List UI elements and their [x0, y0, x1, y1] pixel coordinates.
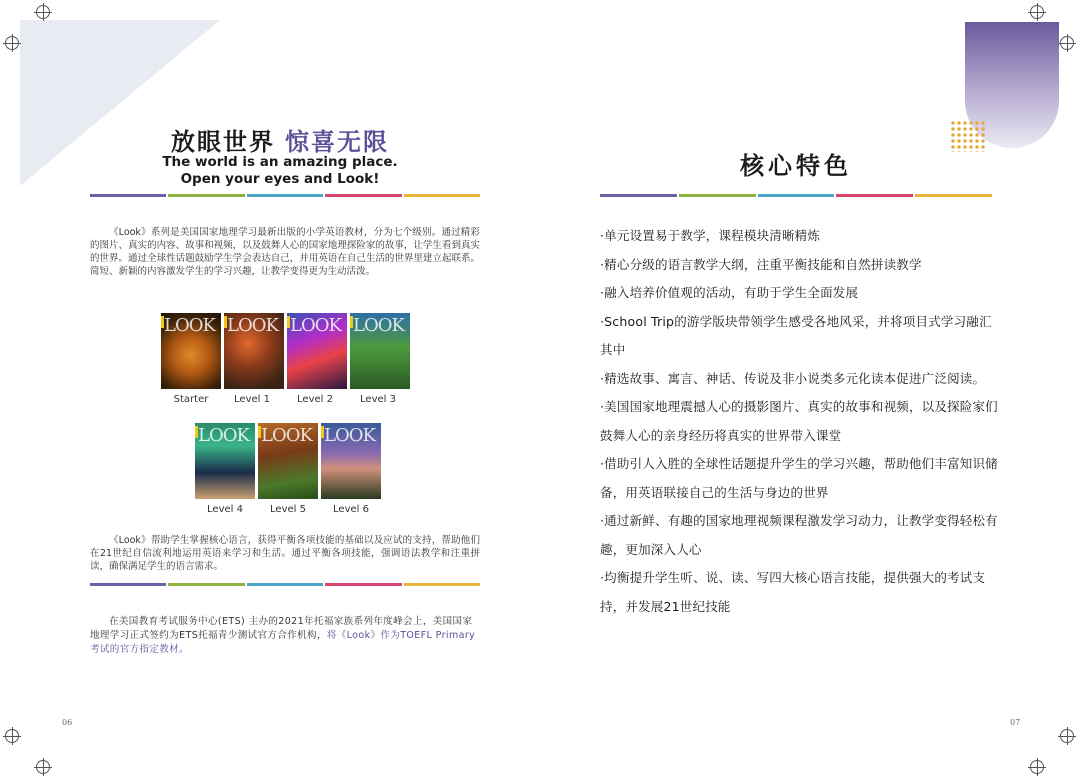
right-page — [540, 0, 1080, 780]
feature-item: ·均衡提升学生听、说、读、写四大核心语言技能，提供强大的考试支持，并发展21世纪技能 — [600, 570, 986, 614]
book-label-level-2: Level 2 — [297, 394, 333, 405]
book-row-1 — [161, 313, 413, 389]
feature-item: ·精心分级的语言教学大纲，注重平衡技能和自然拼读教学 — [600, 256, 922, 272]
feature-list — [600, 222, 1000, 621]
page-subtitle — [0, 154, 540, 188]
subtitle-line-1: The world is an amazing place. — [162, 154, 398, 170]
book-cover-level-3: LOOK — [350, 313, 410, 389]
color-divider — [90, 194, 480, 197]
page-number: 06 — [62, 718, 73, 727]
subtitle-line-2: Open your eyes and Look! — [180, 171, 380, 187]
footnote-highlight: 将《Look》作为TOEFL Primary考试的官方指定教材。 — [90, 630, 476, 655]
registration-mark-icon — [1060, 36, 1074, 50]
book-label-level-5: Level 5 — [270, 504, 306, 515]
page-number: 07 — [1010, 718, 1021, 727]
page-title — [0, 122, 540, 157]
feature-item: ·精选故事、寓言、神话、传说及非小说类多元化读本促进广泛阅读。 — [600, 370, 986, 386]
color-divider — [600, 194, 992, 197]
footnote-text: 在美国教育考试服务中心(ETS) 主办的2021年托福家族系列年度峰会上，美国国家地理学习正式签约为ETS托福青少测试官方合作机构， — [90, 616, 473, 641]
book-cover-level-6: LOOK — [321, 423, 381, 499]
registration-mark-icon — [1030, 760, 1044, 774]
feature-item: ·借助引人入胜的全球性话题提升学生的学习兴趣，帮助他们丰富知识储备，用英语联接自己的生活与身边的世界 — [600, 456, 998, 500]
title-accent: 惊喜无限 — [285, 128, 389, 156]
registration-mark-icon — [5, 36, 19, 50]
feature-item: ·通过新鲜、有趣的国家地理视频课程激发学习动力，让教学变得轻松有趣，更加深入人心 — [600, 513, 998, 557]
book-cover-starter: LOOK — [161, 313, 221, 389]
feature-item: ·School Trip的游学版块带领学生感受各地风采，并将项目式学习融汇其中 — [600, 313, 992, 357]
color-divider — [90, 583, 480, 586]
intro-paragraph: 《Look》系列是美国国家地理学习最新出版的小学英语教材，分为七个级别。通过精彩的图片、真实的内容、故事和视频，以及鼓舞人心的国家地理探险家的故事，让学生看到真实的世界。通过全球性话题鼓励学生学会表达自己，并用英语在自己生活的世界里建立起联系。简短、新颖的内容激发学生的学习兴趣，让教学变得更为生动活泼。 — [90, 227, 480, 277]
book-cover-level-1: LOOK — [224, 313, 284, 389]
book-label-level-3: Level 3 — [360, 394, 396, 405]
title-main: 放眼世界 — [171, 128, 275, 156]
book-row-2 — [195, 423, 384, 499]
section-title: 核心特色 — [740, 152, 852, 180]
feature-item: ·美国国家地理震撼人心的摄影图片、真实的故事和视频，以及探险家们鼓舞人心的亲身经历将真实的世界带入课堂 — [600, 399, 998, 443]
book-label-level-4: Level 4 — [207, 504, 243, 515]
registration-mark-icon — [36, 5, 50, 19]
registration-mark-icon — [1030, 5, 1044, 19]
book-cover-level-4: LOOK — [195, 423, 255, 499]
feature-item: ·单元设置易于教学，课程模块清晰精炼 — [600, 228, 821, 243]
registration-mark-icon — [36, 760, 50, 774]
ets-footnote — [90, 615, 480, 657]
feature-item: ·融入培养价值观的活动，有助于学生全面发展 — [600, 285, 859, 300]
registration-mark-icon — [1060, 729, 1074, 743]
book-cover-level-5: LOOK — [258, 423, 318, 499]
book-label-level-1: Level 1 — [234, 394, 270, 405]
book-label-level-6: Level 6 — [333, 504, 369, 515]
second-paragraph: 《Look》帮助学生掌握核心语言，获得平衡各项技能的基础以及应试的支持，帮助他们在21世纪自信流利地运用英语来学习和生活。通过平衡各项技能，强调语法教学和注重拼读，确保满足学生的语言需求。 — [90, 535, 480, 572]
book-label-starter: Starter — [173, 394, 209, 405]
registration-mark-icon — [5, 729, 19, 743]
book-cover-level-2: LOOK — [287, 313, 347, 389]
